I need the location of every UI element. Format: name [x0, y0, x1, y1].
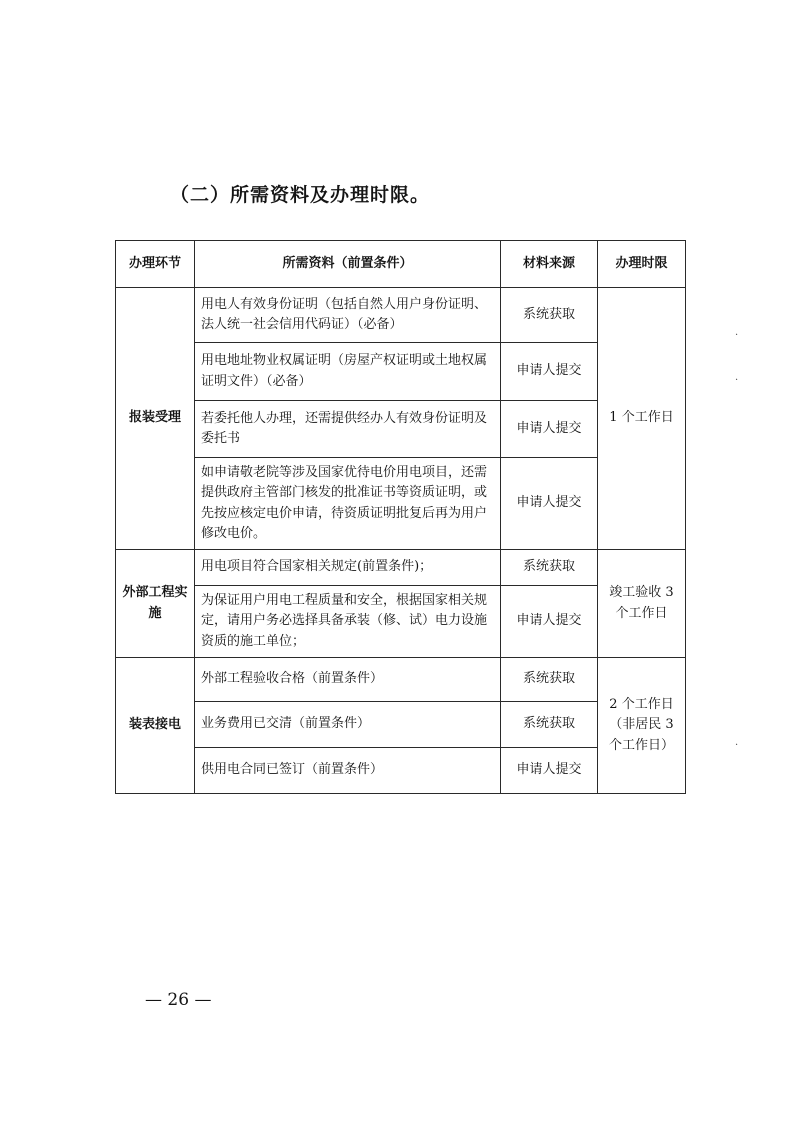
- source-cell: 系统获取: [501, 550, 598, 586]
- time-cell: 竣工验收 3 个工作日: [598, 550, 686, 658]
- material-cell: 用电地址物业权属证明（房屋产权证明或土地权属证明文件）（必备）: [195, 343, 501, 401]
- header-source: 材料来源: [501, 241, 598, 288]
- material-cell: 如申请敬老院等涉及国家优待电价用电项目，还需提供政府主管部门核发的批准证书等资质证明，或先按应核定电价申请，待资质证明批复后再为用户修改电价。: [195, 458, 501, 550]
- scan-speck: ·: [735, 375, 739, 386]
- material-cell: 用电人有效身份证明（包括自然人用户身份证明、法人统一社会信用代码证）（必备）: [195, 288, 501, 343]
- header-stage: 办理环节: [116, 241, 195, 288]
- table-row: [116, 288, 686, 343]
- table-row: [116, 658, 686, 702]
- source-cell: 申请人提交: [501, 458, 598, 550]
- material-cell: 业务费用已交清（前置条件）: [195, 702, 501, 748]
- time-cell: 2 个工作日（非居民 3 个工作日）: [598, 658, 686, 794]
- requirements-table: [115, 240, 686, 794]
- source-cell: 系统获取: [501, 702, 598, 748]
- scan-speck: ·: [735, 740, 739, 751]
- source-cell: 申请人提交: [501, 748, 598, 794]
- material-cell: 外部工程验收合格（前置条件）: [195, 658, 501, 702]
- material-cell: 为保证用户用电工程质量和安全，根据国家相关规定，请用户务必选择具备承装（修、试）电力设施资质的施工单位；: [195, 586, 501, 658]
- source-cell: 系统获取: [501, 658, 598, 702]
- material-cell: 用电项目符合国家相关规定(前置条件)；: [195, 550, 501, 586]
- table-row: [116, 550, 686, 586]
- stage-cell: 装表接电: [116, 658, 195, 794]
- header-time: 办理时限: [598, 241, 686, 288]
- source-cell: 系统获取: [501, 288, 598, 343]
- stage-cell: 外部工程实施: [116, 550, 195, 658]
- source-cell: 申请人提交: [501, 401, 598, 458]
- scan-speck: ·: [735, 330, 739, 341]
- source-cell: 申请人提交: [501, 343, 598, 401]
- time-cell: 1 个工作日: [598, 288, 686, 550]
- material-cell: 供用电合同已签订（前置条件）: [195, 748, 501, 794]
- section-title: （二）所需资料及办理时限。: [170, 184, 431, 206]
- stage-cell: 报装受理: [116, 288, 195, 550]
- page-number: — 26 —: [145, 990, 212, 1010]
- header-materials: 所需资料（前置条件）: [195, 241, 501, 288]
- table-header-row: [116, 241, 686, 288]
- source-cell: 申请人提交: [501, 586, 598, 658]
- material-cell: 若委托他人办理，还需提供经办人有效身份证明及委托书: [195, 401, 501, 458]
